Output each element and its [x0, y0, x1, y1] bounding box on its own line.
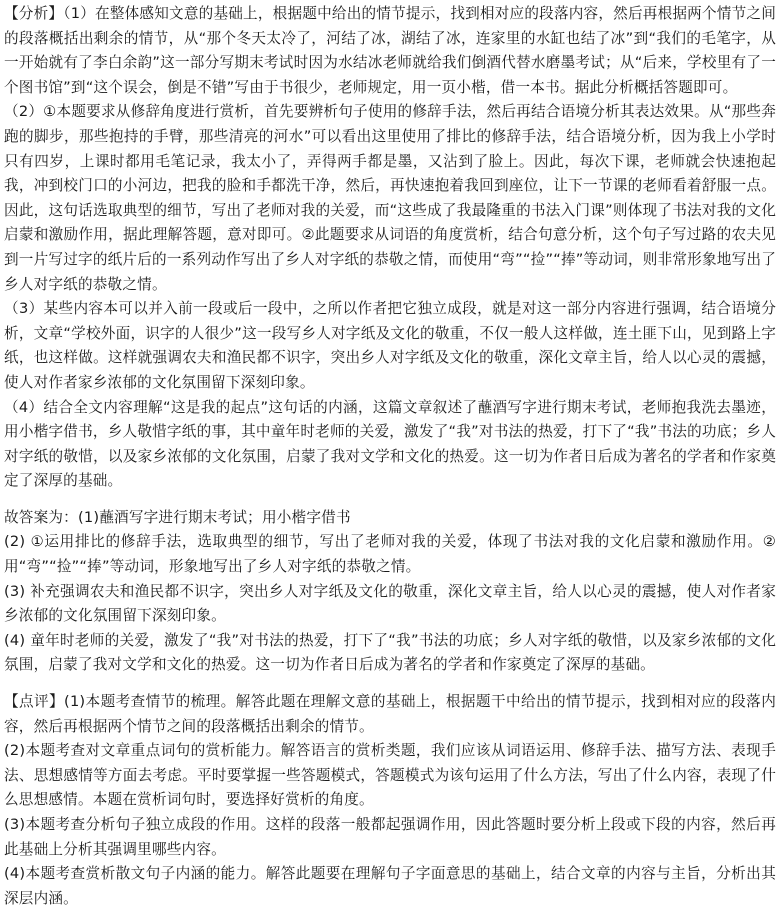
answer-item-4: (4) 童年时老师的关爱，激发了“我”对书法的热爱，打下了“我”书法的功底；乡人对字纸的敬惜，以及家乡浓郁的文化氛围，启蒙了我对文学和文化的热爱。这一切为作者日后成为著名的学者和作家奠定了深厚的基础。	[4, 631, 776, 674]
section-spacer	[4, 494, 776, 506]
section-spacer	[4, 678, 776, 690]
analysis-paragraph-2: （2）①本题要求从修辞角度进行赏析，首先要辨析句子使用的修辞手法，然后再结合语境分析其表达效果。从“那些奔跑的脚步，那些抱持的手臂，那些清亮的河水”可以看出这里使用了排比的修辞手法，结合语境分析，因为我上小学时只有四岁，上课时都用毛笔记录，我太小了，弄得两手都是墨，又沾到了脸上。因此，每次下课，老师就会快速抱起我，冲到校门口的小河边，把我的脸和手都洗干净，然后，再快速抱着我回到座位，让下一节课的老师看着舒服一点。因此，这句话选取典型的细节，写出了老师对我的关爱，而“这些成了我最隆重的书法入门课”则体现了书法对我的文化启蒙和激励作用，据此理解答题，意对即可。②此题要求从词语的角度赏析，结合句意分析，这个句子写过路的农夫见到一片写过字的纸片后的一系列动作写出了乡人对字纸的恭敬之情，而使用“弯”“捡”“捧”等动词，则非常形象地写出了乡人对字纸的恭敬之情。	[4, 103, 776, 293]
comment-section	[4, 690, 776, 911]
analysis-paragraph-4: （4）结合全文内容理解“这是我的起点”这句话的内涵，这篇文章叙述了蘸酒写字进行期末考试，老师抱我洗去墨迹，用小楷字借书，乡人敬惜字纸的事，其中童年时老师的关爱，激发了“我”对书法的热爱，打下了“我”书法的功底；乡人对字纸的敬惜，以及家乡浓郁的文化氛围，启蒙了我对文学和文化的热爱。这一切为作者日后成为著名的学者和作家奠定了深厚的基础。	[4, 398, 776, 490]
analysis-section	[4, 2, 776, 494]
answer-item-1: 故答案为：(1)蘸酒写字进行期末考试；用小楷字借书	[4, 508, 351, 526]
analysis-paragraph-3: （3）某些内容本可以并入前一段或后一段中，之所以作者把它独立成段，就是对这一部分内容进行强调，结合语境分析，文章“学校外面，识字的人很少”这一段写乡人对字纸及文化的敬重，不仅一般人这样做，连土匪下山，见到路上字纸，也这样做。这样就强调农夫和渔民都不识字，突出乡人对字纸及文化的敬重，深化文章主旨，给人以心灵的震撼，使人对作者家乡浓郁的文化氛围留下深刻印象。	[4, 300, 776, 391]
answer-item-2: (2) ①运用排比的修辞手法，选取典型的细节，写出了老师对我的关爱，体现了书法对我的文化启蒙和激励作用。②用“弯”“捡”“捧”等动词，形象地写出了乡人对字纸的恭敬之情。	[4, 533, 776, 576]
comment-item-3: (3)本题考查分析句子独立成段的作用。这样的段落一般都起强调作用，因此答题时要分析上段或下段的内容，然后再此基础上分析其强调里哪些内容。	[4, 816, 776, 858]
analysis-paragraph-1: 【分析】（1）在整体感知文意的基础上，根据题中给出的情节提示，找到相对应的段落内容，然后再根据两个情节之间的段落概括出剩余的情节，从“那个冬天太冷了，河结了冰，湖结了冰，连家里的水缸也结了冰”到“我们的毛笔字，从一开始就有了李白余韵”这一部分写期末考试时因为水结冰老师就给我们倒酒代替水磨墨考试；从“后来，学校里有了一个图书馆”到“这个误会，倒是不错”写由于书很少，老师规定，用一页小楷，借一本书。据此分析概括答题即可。	[4, 5, 776, 96]
comment-item-1: 【点评】(1)本题考查情节的梳理。解答此题在理解文意的基础上，根据题干中给出的情节提示，找到相对应的段落内容，然后再根据两个情节之间的段落概括出剩余的情节。	[4, 693, 776, 735]
answer-item-3: (3) 补充强调农夫和渔民都不识字，突出乡人对字纸及文化的敬重，深化文章主旨，给人以心灵的震撼，使人对作者家乡浓郁的文化氛围留下深刻印象。	[4, 582, 776, 625]
comment-item-4: (4)本题考查赏析散文句子内涵的能力。解答此题要在理解句子字面意思的基础上，结合文章的内容与主旨，分析出其深层内涵。	[4, 865, 776, 907]
answer-section	[4, 506, 776, 678]
comment-item-2: (2)本题考查对文章重点词句的赏析能力。解答语言的赏析类题，我们应该从词语运用、修辞手法、描写方法、表现手法、思想感情等方面去考虑。平时要掌握一些答题模式，答题模式为该句运用了什么方法，写出了什么内容，表现了什么思想感情。本题在赏析词句时，要选择好赏析的角度。	[4, 742, 776, 809]
